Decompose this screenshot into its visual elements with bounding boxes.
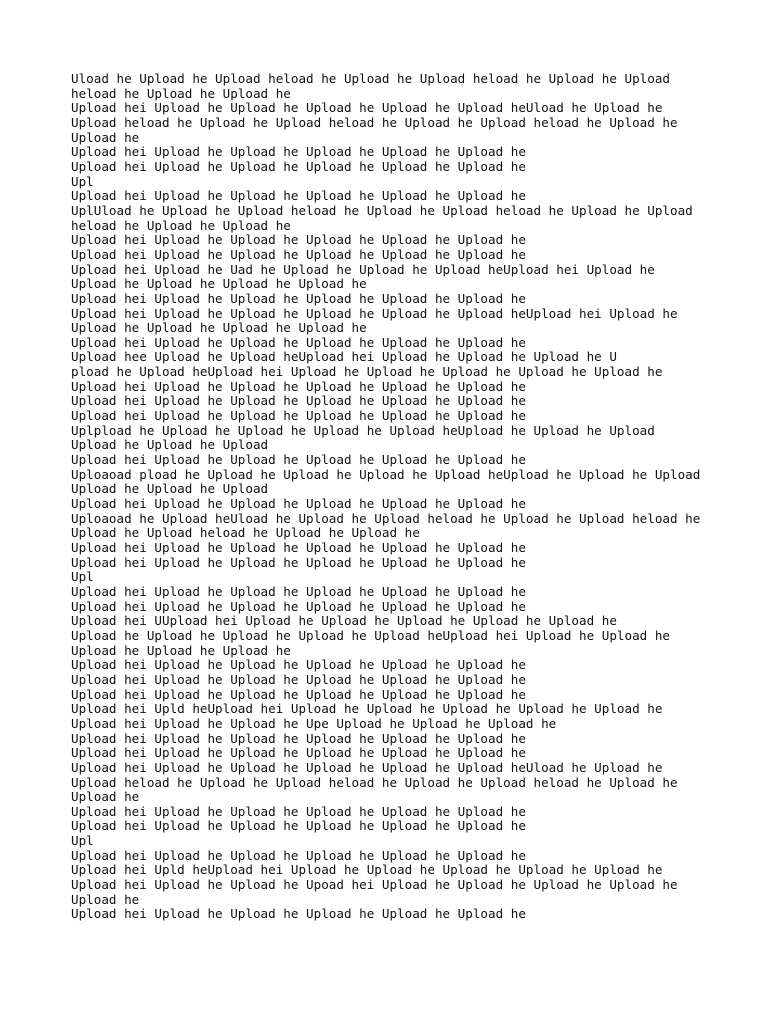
text-line: Upload hei Upload he Upload he Upload he Upload he Upload he	[71, 290, 526, 306]
text-line: Upload hei Upload he Upload he Upload he Upload he Upload heUload he Upload he	[71, 100, 663, 116]
text-line: Upload hei Upload he Upload he Upload he Upload he Upload heUload he Upload he	[71, 759, 663, 775]
text-line: Upload hei Upload he Upload he Upload he Upload he Upload he	[71, 540, 526, 555]
text-line: Upload hei Upload he Upload he Upload he Upload he Upload he	[71, 847, 526, 863]
text-line: Upload he Upload he Upload he Upload he	[71, 276, 367, 292]
text-line: Upload hei Upload he Upload he Upload he Upload he Upload he	[71, 730, 526, 746]
text-line: Upload hei Upload he Upload he Upload he Upload he Upload he	[71, 745, 526, 761]
text-line: Upload hee Upload he Upload heUpload hei Upload he Upload he Upload he U	[71, 349, 617, 365]
text-line: Upload hei Upload he Upload he Upload he Upload he Upload he	[71, 496, 526, 512]
text-line: Upload he Upload heload he Upload he Upload he	[71, 525, 420, 541]
text-line: heload he Upload he Upload he	[71, 85, 291, 101]
text-line: Uploaoad he Upload heUload he Upload he Upload heload he Upload he Upload heload he	[71, 510, 701, 526]
text-line: Upload he Upload he Upload he	[71, 642, 291, 658]
text-line: Upload he Upload he Upload	[71, 481, 269, 497]
text-line: Upload hei Upload he Upload he Upload he Upload he Upload he	[71, 803, 526, 819]
text-line: Upload hei Upload he Upload he Upload he Upload he Upload he	[71, 408, 526, 424]
text-line: Uploaoad pload he Upload he Upload he Upload he Upload heUpload he Upload he Upload	[71, 466, 701, 482]
text-line: pload he Upload heUpload hei Upload he Upload he Upload he Upload he Upload he	[71, 364, 663, 380]
text-line: Upload heload he Upload he Upload heload he Upload he Upload heload he Upload he	[71, 774, 678, 790]
text-line: Upload hei Upload he Upload he Upload he Upload he Upload he	[71, 158, 526, 174]
text-line: Upload he Upload he Upload he Upload he Upload heUpload hei Upload he Upload he	[71, 627, 670, 643]
text-line: heload he Upload he Upload he	[71, 217, 291, 233]
text-line: Upl	[71, 569, 94, 585]
text-line: Upload hei Upload he Uad he Upload he Upload he Upload heUpload hei Upload he	[71, 261, 655, 277]
text-line: UplUload he Upload he Upload heload he Upload he Upload heload he Upload he Upload	[71, 202, 693, 218]
text-line: Upload hei UUpload hei Upload he Upload he Upload he Upload he Upload he	[71, 613, 617, 629]
text-line: Upload hei Upload he Upload he Upload he Upload he Upload he	[71, 818, 526, 834]
text-line: Upload hei Upload he Upload he Upoad hei Upload he Upload he Upload he Upload he	[71, 877, 678, 893]
text-line: Upload hei Upload he Upload he Upload he Upload he Upload he	[71, 554, 526, 570]
text-line: Upload hei Upld heUpload hei Upload he Upload he Upload he Upload he Upload he	[71, 862, 663, 878]
text-line: Upload heload he Upload he Upload heload he Upload he Upload heload he Upload he	[71, 114, 678, 130]
text-line: Upload hei Upld heUpload hei Upload he Upload he Upload he Upload he Upload he	[71, 701, 663, 717]
text-line: Upload hei Upload he Upload he Upload he Upload he Upload he	[71, 657, 526, 673]
text-line: Upload hei Upload he Upload he Upload he Upload he Upload he	[71, 598, 526, 614]
text-line: Upload hei Upload he Upload he Upload he Upload he Upload he	[71, 144, 526, 160]
text-line: Upload he	[71, 789, 140, 805]
text-line: Upload hei Upload he Upload he Upload he Upload he Upload he	[71, 671, 526, 687]
text-line: Upl	[71, 833, 94, 849]
text-line: Upload hei Upload he Upload he Upload he Upload he Upload he	[71, 583, 526, 599]
text-line: Upload hei Upload he Upload he Upload he Upload he Upload he	[71, 246, 526, 262]
text-line: Upload hei Upload he Upload he Upload he Upload he Upload heUpload hei Upload he	[71, 305, 678, 321]
text-line: Upload hei Upload he Upload he Upload he Upload he Upload he	[71, 232, 526, 248]
text-line: Uload he Upload he Upload heload he Upload he Upload heload he Upload he Upload	[71, 71, 670, 86]
text-line: Upload hei Upload he Upload he Upload he Upload he Upload he	[71, 188, 526, 204]
document-page	[71, 72, 751, 922]
text-line: Uplpload he Upload he Upload he Upload he Upload heUpload he Upload he Upload	[71, 422, 655, 438]
text-line: Upload he Upload he Upload he Upload he	[71, 320, 367, 336]
text-line: Upload hei Upload he Upload he Upload he Upload he Upload he	[71, 686, 526, 702]
text-line: Upload hei Upload he Upload he Upload he Upload he Upload he	[71, 334, 526, 350]
text-line: Upl	[71, 173, 94, 189]
text-line: Upload he	[71, 129, 140, 145]
text-line: Upload hei Upload he Upload he Upload he Upload he Upload he	[71, 452, 526, 468]
text-line: Upload hei Upload he Upload he Upload he Upload he Upload he	[71, 393, 526, 409]
text-line: Upload he	[71, 891, 140, 907]
text-line: Upload hei Upload he Upload he Upload he Upload he Upload he	[71, 378, 526, 394]
text-line: Upload hei Upload he Upload he Upe Upload he Upload he Upload he	[71, 715, 557, 731]
text-line: Upload he Upload he Upload	[71, 437, 269, 453]
text-line: Upload hei Upload he Upload he Upload he Upload he Upload he	[71, 906, 526, 922]
